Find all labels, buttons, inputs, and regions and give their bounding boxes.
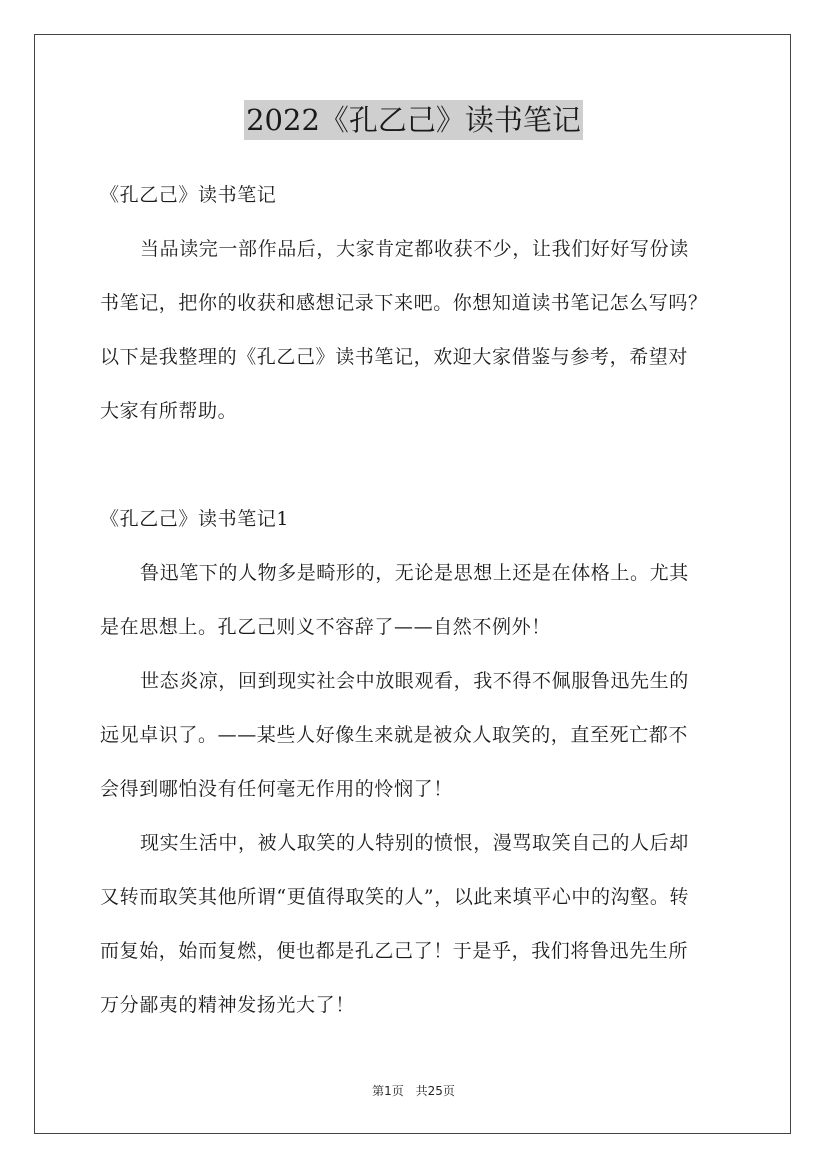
page-number: 第1页 bbox=[372, 1084, 404, 1098]
page-total: 共25页 bbox=[415, 1084, 455, 1098]
paragraph-line: 会得到哪怕没有任何毫无作用的怜悯了！ bbox=[100, 778, 453, 800]
paragraph-line: 书笔记，把你的收获和感想记录下来吧。你想知道读书笔记怎么写吗？ bbox=[100, 292, 708, 314]
document-title: 2022《孔乙己》读书笔记 bbox=[244, 100, 583, 140]
paragraph-line: 万分鄙夷的精神发扬光大了！ bbox=[100, 994, 355, 1016]
paragraph-line: 是在思想上。孔乙己则义不容辞了——自然不例外！ bbox=[100, 616, 551, 638]
paragraph-line: 以下是我整理的《孔乙己》读书笔记，欢迎大家借鉴与参考，希望对 bbox=[100, 346, 689, 368]
paragraph-line: 又转而取笑其他所谓“更值得取笑的人”，以此来填平心中的沟壑。转 bbox=[100, 886, 690, 908]
paragraph-gap bbox=[100, 438, 730, 492]
document-body bbox=[100, 168, 730, 1032]
title-container bbox=[0, 100, 827, 140]
paragraph-line: 大家有所帮助。 bbox=[100, 400, 238, 422]
section-heading: 《孔乙己》读书笔记 bbox=[100, 184, 277, 206]
paragraph-line: 世态炎凉，回到现实社会中放眼观看，我不得不佩服鲁迅先生的 bbox=[140, 670, 689, 692]
paragraph-line: 而复始，始而复燃，便也都是孔乙己了！于是乎，我们将鲁迅先生所 bbox=[100, 940, 689, 962]
section-heading: 《孔乙己》读书笔记1 bbox=[100, 508, 290, 530]
paragraph-line: 鲁迅笔下的人物多是畸形的，无论是思想上还是在体格上。尤其 bbox=[140, 562, 689, 584]
page-footer bbox=[0, 1082, 827, 1099]
paragraph-line: 当品读完一部作品后，大家肯定都收获不少，让我们好好写份读 bbox=[140, 238, 689, 260]
paragraph-line: 现实生活中，被人取笑的人特别的愤恨，漫骂取笑自己的人后却 bbox=[140, 832, 689, 854]
paragraph-line: 远见卓识了。——某些人好像生来就是被众人取笑的，直至死亡都不 bbox=[100, 724, 689, 746]
